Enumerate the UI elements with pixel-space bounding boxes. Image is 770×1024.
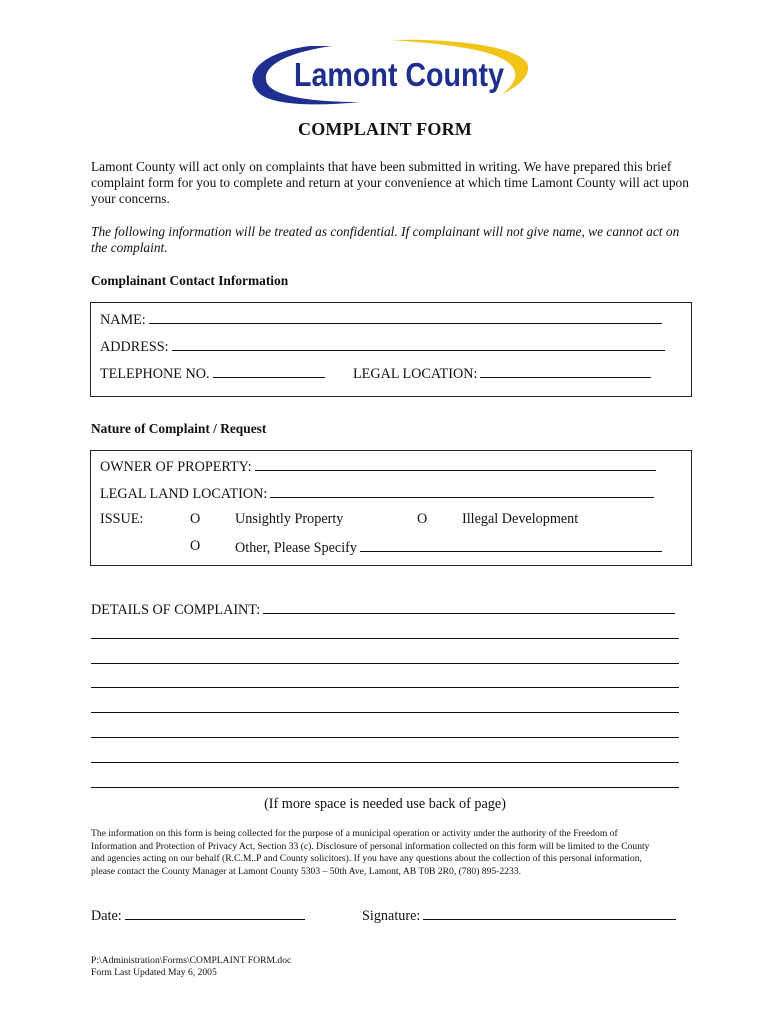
details-line-3[interactable] — [91, 687, 679, 688]
contact-info-box — [90, 302, 692, 397]
details-field[interactable] — [263, 600, 675, 614]
details-line-4[interactable] — [91, 712, 679, 713]
telephone-row — [100, 364, 325, 383]
intro-paragraph: Lamont County will act only on complaints that have been submitted in writing. We have prepared this brief complaint form for you to complete and return at your convenience at which time Lamont County will act upon your concerns. — [91, 159, 689, 206]
issue-label: ISSUE: — [100, 511, 144, 527]
logo-text: Lamont County — [294, 56, 505, 93]
legal-land-label: LEGAL LAND LOCATION: — [100, 486, 268, 502]
contact-section-heading: Complainant Contact Information — [91, 273, 289, 288]
more-space-note: (If more space is needed use back of page) — [264, 796, 506, 812]
other-option-row — [235, 538, 662, 557]
name-field[interactable] — [149, 310, 662, 324]
signature-label: Signature: — [362, 908, 421, 924]
privacy-notice: The information on this form is being collected for the purpose of a municipal operation or activity under the authority of the Freedom of Information and Protection of Privacy Act, Section 33 (c). Disclosure of personal information collected on this form will be limited to the County and agencies acting on our behalf (R.C.M..P and County solicitors). If you have any questions about the collection of this personal information, please contact the County Manager at Lamont County 5303 – 50th Ave, Lamont, AB T0B 2R0, (780) 895-2233. — [91, 828, 650, 877]
page-title: COMPLAINT FORM — [298, 119, 472, 139]
unsightly-option-marker[interactable]: O — [190, 511, 201, 527]
details-line-2[interactable] — [91, 663, 679, 664]
owner-field[interactable] — [255, 457, 656, 471]
details-row — [91, 600, 675, 619]
signature-field[interactable] — [423, 906, 676, 920]
telephone-field[interactable] — [213, 364, 325, 378]
date-field[interactable] — [125, 906, 305, 920]
unsightly-option-label: Unsightly Property — [235, 511, 344, 527]
details-line-1[interactable] — [91, 638, 679, 639]
address-field[interactable] — [172, 337, 665, 351]
signature-row — [362, 906, 676, 925]
legal-location-label: LEGAL LOCATION: — [353, 366, 478, 382]
telephone-label: TELEPHONE NO. — [100, 366, 210, 382]
nature-of-complaint-box — [90, 450, 692, 566]
other-specify-field[interactable] — [360, 538, 662, 552]
details-line-5[interactable] — [91, 737, 679, 738]
details-line-6[interactable] — [91, 762, 679, 763]
legal-land-field[interactable] — [270, 484, 654, 498]
other-option-marker[interactable]: O — [190, 538, 201, 554]
owner-row — [100, 457, 656, 476]
lamont-county-logo — [240, 36, 530, 108]
name-label: NAME: — [100, 312, 146, 328]
other-option-label: Other, Please Specify — [235, 540, 357, 556]
last-updated: Form Last Updated May 6, 2005 — [91, 967, 217, 978]
name-row — [100, 310, 662, 329]
file-path: P:\Administration\Forms\COMPLAINT FORM.doc — [91, 955, 292, 966]
nature-section-heading: Nature of Complaint / Request — [91, 421, 267, 436]
legal-location-row — [353, 364, 651, 383]
legal-location-field[interactable] — [480, 364, 651, 378]
illegal-option-label: Illegal Development — [462, 511, 579, 527]
owner-label: OWNER OF PROPERTY: — [100, 459, 252, 475]
date-row — [91, 906, 305, 925]
confidential-notice: The following information will be treated as confidential. If complainant will not give name, we cannot act on the complaint. — [91, 224, 680, 255]
date-label: Date: — [91, 908, 122, 924]
address-label: ADDRESS: — [100, 339, 169, 355]
details-label: DETAILS OF COMPLAINT: — [91, 602, 261, 618]
illegal-option-marker[interactable]: O — [417, 511, 428, 527]
address-row — [100, 337, 665, 356]
legal-land-row — [100, 484, 654, 503]
details-line-7[interactable] — [91, 787, 679, 788]
